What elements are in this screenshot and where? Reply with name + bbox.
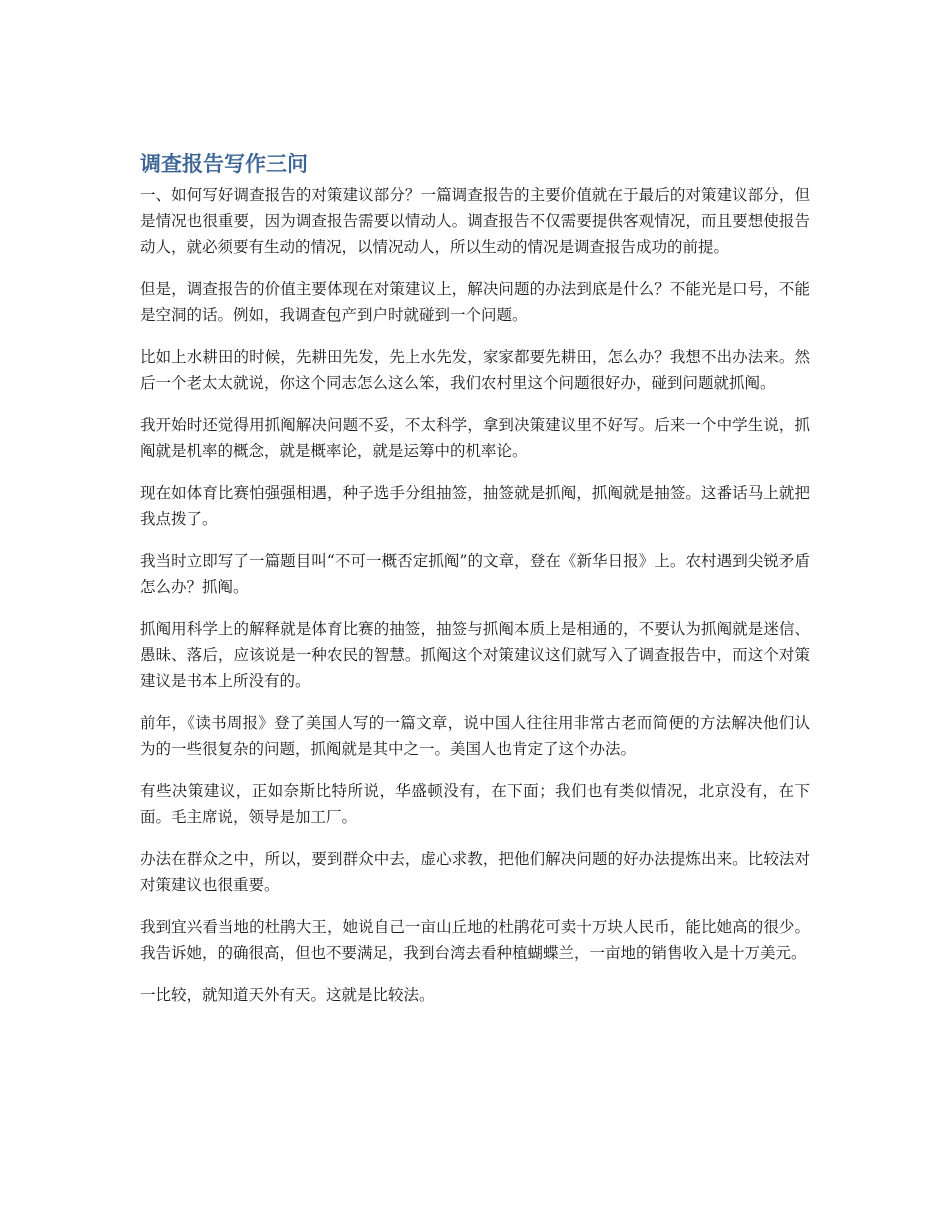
paragraph-3: 比如上水耕田的时候，先耕田先发，先上水先发，家家都要先耕田，怎么办？我想不出办法来。然后一个老太太就说，你这个同志怎么这么笨，我们农村里这个问题很好办，碰到问题就抓阄。 [140,348,810,392]
paragraph-4: 我开始时还觉得用抓阄解决问题不妥，不太科学，拿到决策建议里不好写。后来一个中学生说，抓阄就是机率的概念，就是概率论，就是运筹中的机率论。 [140,416,810,460]
paragraph-9: 有些决策建议，正如奈斯比特所说，华盛顿没有，在下面；我们也有类似情况，北京没有，在下面。毛主席说，领导是加工厂。 [140,782,810,826]
paragraph-6: 我当时立即写了一篇题目叫“不可一概否定抓阄”的文章，登在《新华日报》上。农村遇到尖锐矛盾怎么办？抓阄。 [140,552,810,596]
paragraph-7: 抓阄用科学上的解释就是体育比赛的抽签，抽签与抓阄本质上是相通的，不要认为抓阄就是迷信、愚昧、落后，应该说是一种农民的智慧。抓阄这个对策建议这们就写入了调查报告中，而这个对策建议是书本上所没有的。 [140,620,810,690]
paragraph-8: 前年，《读书周报》登了美国人写的一篇文章，说中国人往往用非常古老而简便的方法解决他们认为的一些很复杂的问题，抓阄就是其中之一。美国人也肯定了这个办法。 [140,714,810,758]
document-page [140,150,810,1024]
paragraph-10: 办法在群众之中，所以，要到群众中去，虚心求教，把他们解决问题的好办法提炼出来。比较法对对策建议也很重要。 [140,850,810,894]
paragraph-11: 我到宜兴看当地的杜鹃大王，她说自己一亩山丘地的杜鹃花可卖十万块人民币，能比她高的很少。我告诉她，的确很高，但也不要满足，我到台湾去看种植蝴蝶兰，一亩地的销售收入是十万美元。 [140,918,810,962]
document-title: 调查报告写作三问 [140,152,308,176]
paragraph-2: 但是，调查报告的价值主要体现在对策建议上，解决问题的办法到底是什么？不能光是口号，不能是空洞的话。例如，我调查包产到户时就碰到一个问题。 [140,280,810,324]
paragraph-1: 一、如何写好调查报告的对策建议部分？一篇调查报告的主要价值就在于最后的对策建议部分，但是情况也很重要，因为调查报告需要以情动人。调查报告不仅需要提供客观情况，而且要想使报告动人，就必须要有生动的情况，以情况动人，所以生动的情况是调查报告成功的前提。 [140,186,810,256]
paragraph-12: 一比较，就知道天外有天。这就是比较法。 [140,986,435,1004]
paragraph-5: 现在如体育比赛怕强强相遇，种子选手分组抽签，抽签就是抓阄，抓阄就是抽签。这番话马上就把我点拨了。 [140,484,810,528]
